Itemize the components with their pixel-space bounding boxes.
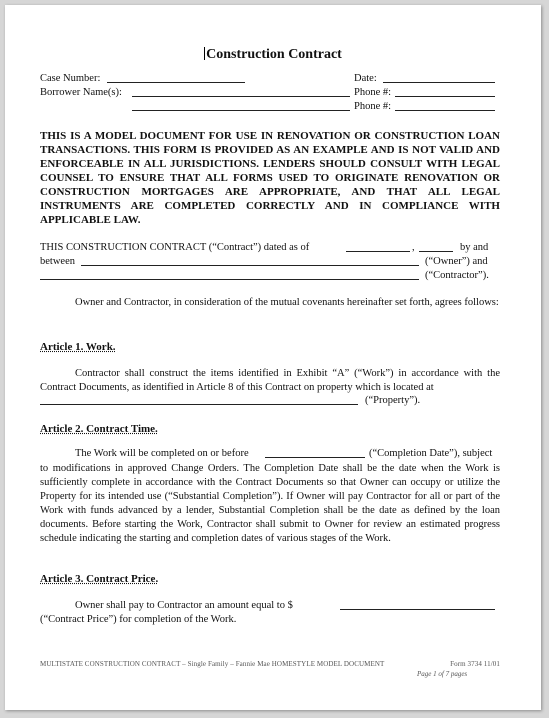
property-field[interactable] (40, 395, 358, 405)
phone-field-1[interactable] (395, 87, 495, 97)
property-text: (“Property”). (365, 395, 421, 406)
owner-and-text: (“Owner”) and (425, 256, 488, 267)
footer-form: Form 3734 11/01 (450, 660, 500, 668)
article-2-heading: Article 2. Contract Time. (40, 423, 158, 435)
borrower-field-1[interactable] (132, 87, 350, 97)
by-and-text: by and (460, 242, 489, 253)
contract-year-field[interactable] (419, 242, 453, 252)
contractor-text: (“Contractor”). (425, 270, 489, 281)
text-cursor (204, 47, 205, 60)
article-3-line-1: Owner shall pay to Contractor an amount equal to $ (75, 600, 293, 611)
article-2-line-1: The Work will be completed on or before (75, 448, 249, 459)
title-text: Construction Contract (206, 47, 342, 62)
page-footer (40, 660, 500, 668)
borrower-field-2[interactable] (132, 101, 350, 111)
intro-line-1: THIS CONSTRUCTION CONTRACT (“Contract”) dated as of (40, 242, 310, 253)
footer-left-text: MULTISTATE CONSTRUCTION CONTRACT – Single Family – Fannie Mae HOMESTYLE MODEL DOCUMENT (40, 660, 385, 668)
article-1-text: Contractor shall construct the items identified in Exhibit “A” (“Work”) in accordance with the Contract Documents, as identified in Article 8 of this Contract on property which is located at (40, 368, 500, 393)
contractor-field[interactable] (40, 270, 419, 280)
borrower-label: Borrower Name(s): (40, 87, 122, 98)
phone-field-2[interactable] (395, 101, 495, 111)
owner-field[interactable] (81, 256, 419, 266)
document-page (5, 5, 541, 710)
document-title (5, 47, 541, 63)
article-2-text: to modifications in approved Change Orders. The Completion Date shall be the date when the Work is sufficiently complete in accordance with the Contract Documents so that Owner can occupy or utilize the Property for its intended use (“Substantial Completion”). If Owner will pay Contractor for all or part of the Work with funds advanced by a lender, Substantial Completion shall be the date as defined by the loan documents. Before starting the Work, Contractor shall submit to Owner for review an estimated progress schedule indicating the starting and completion dates of various stages of the Work. (40, 463, 500, 544)
completion-date-text: (“Completion Date”), subject (369, 448, 493, 459)
phone-label-2: Phone #: (354, 101, 392, 112)
date-label: Date: (354, 73, 377, 84)
between-text: between (40, 256, 75, 267)
contract-date-field[interactable] (346, 242, 410, 252)
date-field[interactable] (383, 73, 495, 83)
consideration-paragraph: Owner and Contractor, in consideration of the mutual covenants hereinafter set forth, agrees follows: (75, 297, 499, 308)
case-number-field[interactable] (107, 73, 245, 83)
article-1-heading: Article 1. Work. (40, 341, 116, 353)
article-3-line-2: (“Contract Price”) for completion of the Work. (40, 614, 237, 625)
completion-date-field[interactable] (265, 448, 365, 458)
case-number-label: Case Number: (40, 73, 101, 84)
disclaimer: THIS IS A MODEL DOCUMENT FOR USE IN RENOVATION OR CONSTRUCTION LOAN TRANSACTIONS. THIS FORM IS PROVIDED AS AN EXAMPLE AND IS NOT VALID AND ENFORCEABLE IN ALL JURISDICTIONS. LENDERS SHOULD CONSULT WITH LEGAL COUNSEL TO ENSURE THAT ALL FORMS USED TO ORIGINATE RENOVATION OR CONSTRUCTION MORTGAGES ARE APPROPRIATE, AND THAT ALL LEGAL INSTRUMENTS ARE COMPLETED CORRECTLY AND IN COMPLIANCE WITH APPLICABLE LAW. (40, 130, 500, 226)
article-3-heading: Article 3. Contract Price. (40, 573, 159, 585)
comma: , (412, 242, 415, 253)
page-number: Page 1 of 7 pages (417, 670, 468, 678)
contract-price-field[interactable] (340, 600, 495, 610)
phone-label-1: Phone #: (354, 87, 392, 98)
